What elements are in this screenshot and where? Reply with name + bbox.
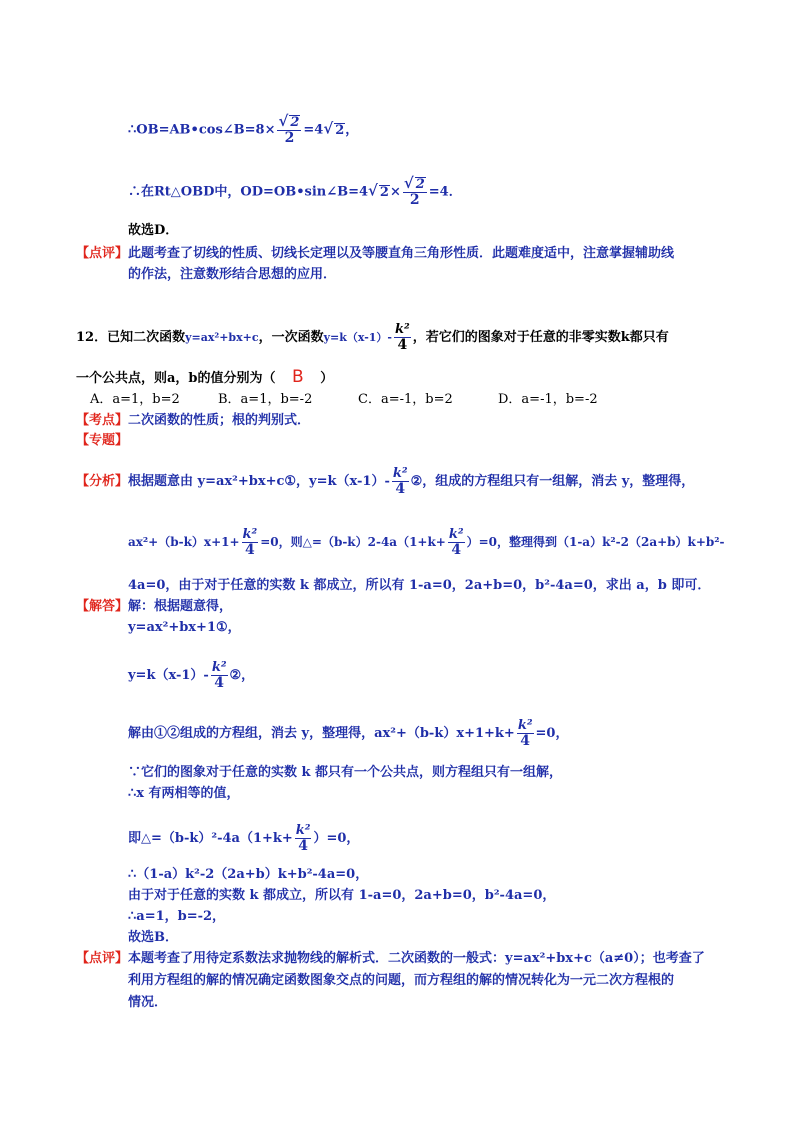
jieda-line2: y=ax²+bx+1①，	[128, 620, 241, 635]
fraction-sqrt2-over-2: $\frac{√ 2}{2}$	[403, 174, 425, 208]
fraction-k2-over-4: $\frac{\text{k²}}{4}$	[295, 823, 311, 854]
fenxi-tag: 【分析】	[76, 474, 129, 489]
fraction-k2-over-4: $\frac{\text{k²}}{4}$	[242, 527, 258, 558]
jieda-line1: 【解答】解：根据题意得，	[76, 599, 233, 614]
dianping-line1: 【点评】本题考查了用待定系数法求抛物线的解析式．二次函数的一般式：y=ax²+bx+c（a≠0）；也考查了	[76, 951, 705, 966]
question-12-stem: 12．已知二次函数y=ax²+bx+c，一次函数y=k（x-1）- $\frac{\text{k²}}{4}$ ，若它们的图象对于任意的非零实数k都只有	[76, 322, 669, 353]
option-d: D．a=-1，b=-2	[498, 392, 598, 407]
kaodian: 【考点】二次函数的性质；根的判别式．	[76, 413, 311, 428]
jieda-line3: y=k（x-1）- $\frac{\text{k²}}{4}$ ②，	[128, 660, 255, 691]
jieda-line6: ∴x 有两相等的值，	[128, 786, 240, 801]
fraction-k2-over-4: $\frac{\text{k²}}{4}$	[517, 718, 533, 749]
option-a: A．a=1，b=2	[90, 392, 180, 407]
jieda-line11: 故选B．	[128, 930, 178, 945]
zhuanti	[76, 432, 128, 450]
option-c: C．a=-1，b=2	[358, 392, 453, 407]
dianping-tag: 【点评】	[76, 951, 129, 966]
option-b: B．a=1，b=-2	[218, 392, 313, 407]
comment-tag: 【点评】	[76, 246, 129, 261]
fenxi-line2: ax²+（b-k）x+1+ $\frac{\text{k²}}{4}$ =0，则△=（b-k）2-4a（1+k+ $\frac{\text{k²}}{4}$ ）=0，整理得到（1-a）k²-2（2a+b）k+b²-	[128, 527, 725, 558]
dianping-line2: 利用方程组的解的情况确定函数图象交点的问题，而方程组的解的情况转化为一元二次方程根的	[128, 973, 675, 988]
fraction-k2-over-4: $\frac{\text{k²}}{4}$	[211, 660, 227, 691]
zhuanti-tag: 【专题】	[76, 433, 129, 448]
jieda-line9: 由于对于任意的实数 k 都成立，所以有 1-a=0，2a+b=0，b²-4a=0，	[128, 888, 556, 903]
jieda-line8: ∴（1-a）k²-2（2a+b）k+b²-4a=0，	[128, 867, 369, 882]
jieda-line10: ∴a=1，b=-2，	[128, 909, 226, 924]
choose-d: 故选D．	[128, 223, 179, 238]
kaodian-tag: 【考点】	[76, 413, 129, 428]
answer-mark: B	[292, 367, 304, 387]
comment-1: 【点评】此题考查了切线的性质、切线长定理以及等腰直角三角形性质．此题难度适中，注意掌握辅助线	[76, 246, 675, 261]
jieda-line7: 即△=（b-k）²-4a（1+k+ $\frac{\text{k²}}{4}$ ）=0，	[128, 823, 360, 854]
jieda-line4: 解由①②组成的方程组，消去 y，整理得，ax²+（b-k）x+1+k+ $\frac{\text{k²}}{4}$ =0，	[128, 718, 569, 749]
jieda-line5: ∵它们的图象对于任意的实数 k 都只有一个公共点，则方程组只有一组解，	[128, 765, 563, 780]
ob-equation: ∴OB=AB•cos∠B=8× $\frac{√ 2}{2}$ =4√ 2，	[128, 112, 359, 146]
od-equation: ∴在Rt△OBD中，OD=OB•sin∠B=4√ 2× $\frac{√ 2}{2}$ =4．	[128, 174, 462, 208]
fraction-k2-over-4: $\frac{\text{k²}}{4}$	[395, 322, 410, 353]
comment-1-line2: 的作法，注意数形结合思想的应用．	[128, 267, 337, 282]
fenxi-line1: 【分析】根据题意由 y=ax²+bx+c①，y=k（x-1）- $\frac{\text{k²}}{4}$ ②，组成的方程组只有一组解，消去 y，整理得，	[76, 466, 695, 497]
jieda-tag: 【解答】	[76, 599, 129, 614]
question-12-line2: 一个公共点，则a，b的值分别为（ B ）	[76, 367, 334, 387]
fenxi-line3: 4a=0，由于对于任意的实数 k 都成立，所以有 1-a=0，2a+b=0，b²-4a=0，求出 a，b 即可．	[128, 578, 711, 593]
fraction-k2-over-4: $\frac{\text{k²}}{4}$	[448, 527, 464, 558]
fraction-k2-over-4: $\frac{\text{k²}}{4}$	[392, 466, 408, 497]
dianping-line3: 情况．	[128, 995, 168, 1010]
fraction-sqrt2-over-2: $\frac{√ 2}{2}$	[278, 112, 300, 146]
